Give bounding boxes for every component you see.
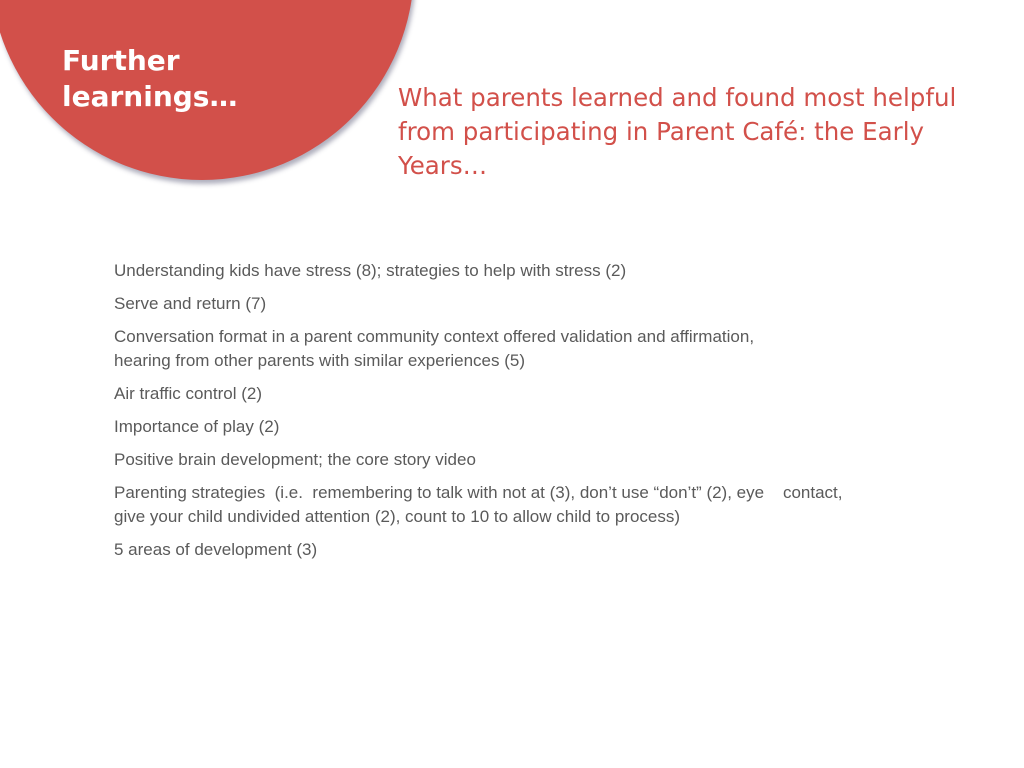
slide-title: Further learnings… [62,44,238,113]
list-item: Importance of play (2) [114,417,280,436]
list-item: Air traffic control (2) [114,384,263,403]
list-item: Conversation format in a parent community context offered validation and affirmation, hearing from other parents with similar experiences (5) [114,327,755,370]
list-item: Parenting strategies (i.e. remembering to talk with not at (3), don’t use “don’t” (2), eye contact, give your child undivided attention (2), count to 10 to allow child to process) [114,483,843,526]
list-item: Serve and return (7) [114,294,267,313]
list-item: 5 areas of development (3) [114,540,318,559]
learnings-list [114,259,1004,571]
list-item: Understanding kids have stress (8); strategies to help with stress (2) [114,261,627,280]
slide-subtitle: What parents learned and found most helpful from participating in Parent Café: the Early Years… [398,83,957,180]
list-item: Positive brain development; the core story video [114,450,476,469]
